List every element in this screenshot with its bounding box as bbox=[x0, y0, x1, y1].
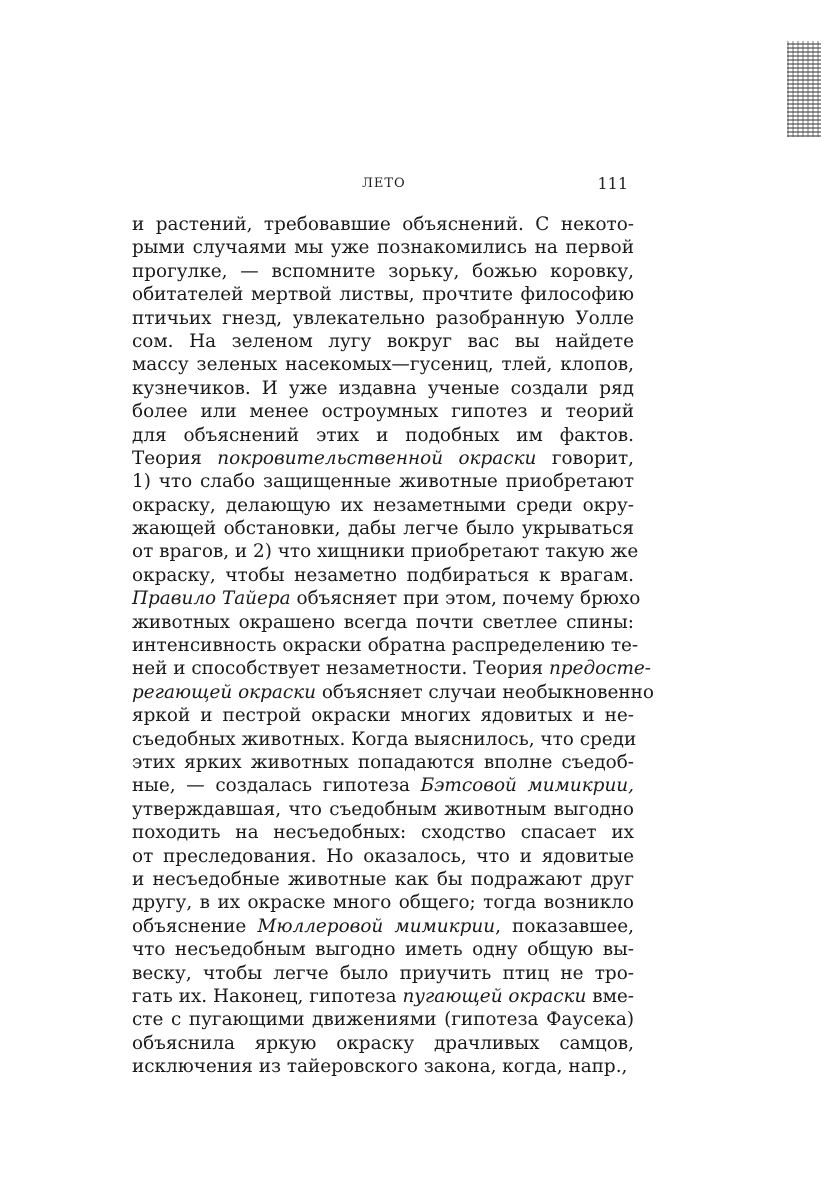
text-segment: от преследования. Но оказалось, что и ядовитые bbox=[132, 845, 634, 867]
text-line bbox=[132, 845, 634, 868]
text-segment: походить на несъедобных: сходство спасает их bbox=[132, 822, 634, 844]
text-segment: прогулке, — вспомните зорьку, божью коровку, bbox=[132, 260, 634, 282]
text-segment: более или менее остроумных гипотез и теорий bbox=[132, 401, 634, 423]
page-number: 111 bbox=[597, 174, 628, 193]
text-segment: окраску, делающую их незаметными среди окру- bbox=[132, 494, 634, 516]
text-segment: рыми случаями мы уже познакомились на первой bbox=[132, 237, 634, 259]
text-line bbox=[132, 774, 634, 797]
text-line bbox=[132, 868, 634, 891]
running-title: ЛЕТО bbox=[362, 176, 406, 191]
text-segment: объяснила яркую окраску драчливых самцов, bbox=[132, 1032, 634, 1054]
text-line bbox=[132, 564, 634, 587]
text-line bbox=[132, 400, 634, 423]
text-line bbox=[132, 260, 634, 283]
text-line bbox=[132, 424, 634, 447]
text-segment: объясняет случаи необыкновенно bbox=[316, 681, 654, 703]
italic-term: Мюллеровой мимикрии bbox=[257, 915, 496, 937]
text-line bbox=[132, 985, 634, 1008]
text-line bbox=[132, 587, 641, 610]
text-segment: веску, чтобы легче было приучить птиц не тро- bbox=[132, 962, 634, 984]
text-line bbox=[132, 681, 654, 704]
text-line bbox=[132, 236, 634, 259]
text-segment: ней и способствует незаметности. Теория bbox=[132, 658, 549, 680]
text-line bbox=[132, 470, 634, 493]
text-line bbox=[132, 821, 634, 844]
text-line bbox=[132, 494, 634, 517]
text-line bbox=[132, 213, 634, 236]
body-text bbox=[132, 213, 654, 1078]
text-line bbox=[132, 915, 634, 938]
text-segment: окраску, чтобы незаметно подбираться к врагам. bbox=[132, 564, 634, 586]
text-segment: вме- bbox=[586, 985, 634, 1007]
text-segment: этих ярких животных попадаются вполне съедоб- bbox=[132, 751, 634, 773]
text-line bbox=[132, 751, 634, 774]
text-segment: гать их. Наконец, гипотеза bbox=[132, 985, 403, 1007]
text-line bbox=[132, 377, 634, 400]
text-line bbox=[132, 517, 634, 540]
text-line bbox=[132, 938, 634, 961]
text-line bbox=[132, 891, 634, 914]
text-segment: жающей обстановки, дабы легче было укрываться bbox=[132, 518, 634, 540]
text-line bbox=[132, 634, 639, 657]
text-line bbox=[132, 657, 652, 680]
italic-term: покровительственной окраски bbox=[217, 447, 537, 469]
text-segment: и растений, требовавшие объяснений. С некото- bbox=[132, 214, 634, 235]
italic-term: Правило Тайера bbox=[132, 588, 291, 610]
text-line bbox=[132, 1008, 634, 1031]
text-line bbox=[132, 353, 634, 376]
text-line bbox=[132, 283, 634, 306]
text-line bbox=[132, 1032, 634, 1055]
library-stamp bbox=[787, 41, 821, 137]
text-segment: другу, в их окраске много общего; тогда возникло bbox=[132, 892, 634, 914]
text-segment: яркой и пестрой окраски многих ядовитых и не- bbox=[132, 705, 634, 727]
text-segment: Теория bbox=[132, 447, 218, 469]
text-line bbox=[132, 447, 634, 470]
text-line bbox=[132, 1055, 634, 1078]
text-segment: говорит, bbox=[536, 447, 634, 469]
text-segment: массу зеленых насекомых—гусениц, тлей, клопов, bbox=[132, 354, 634, 376]
text-segment: от врагов, и 2) что хищники приобретают такую же bbox=[132, 541, 639, 563]
text-segment: утверждавшая, что съедобным животным выгодно bbox=[132, 798, 634, 820]
text-segment: ные, — создалась гипотеза bbox=[132, 775, 421, 797]
text-segment: и несъедобные животные как бы подражают друг bbox=[132, 868, 634, 890]
text-segment: объясняет при этом, почему брюхо bbox=[290, 588, 641, 610]
italic-term: предосте- bbox=[548, 658, 652, 680]
text-segment: животных окрашено всегда почти светлее спины: bbox=[132, 611, 634, 633]
text-segment: для объяснений этих и подобных им фактов. bbox=[132, 424, 634, 446]
text-line bbox=[132, 540, 639, 563]
text-segment: , показавшее, bbox=[495, 915, 634, 937]
text-segment: 1) что слабо защищенные животные приобретают bbox=[132, 471, 634, 493]
text-segment: кузнечиков. И уже издавна ученые создали ряд bbox=[132, 377, 634, 399]
italic-term: пугающей окраски bbox=[402, 985, 587, 1007]
text-line bbox=[132, 704, 634, 727]
text-segment: исключения из тайеровского закона, когда, напр., bbox=[132, 1056, 628, 1078]
text-line bbox=[132, 330, 634, 353]
text-line bbox=[132, 798, 634, 821]
text-line bbox=[132, 728, 637, 751]
text-line bbox=[132, 611, 634, 634]
text-segment: съедобных животных. Когда выяснилось, что среди bbox=[132, 728, 637, 750]
text-line bbox=[132, 307, 634, 330]
text-segment: что несъедобным выгодно иметь одну общую вы- bbox=[132, 939, 634, 961]
page-header bbox=[130, 176, 630, 198]
text-segment: обитателей мертвой листвы, прочтите философию bbox=[132, 284, 634, 306]
text-line bbox=[132, 962, 634, 985]
italic-term: регающей окраски bbox=[132, 681, 317, 703]
text-segment: объяснение bbox=[132, 915, 258, 937]
text-segment: птичьих гнезд, увлекательно разобранную Уолле bbox=[132, 307, 634, 329]
text-segment: сте с пугающими движениями (гипотеза Фаусека) bbox=[132, 1009, 634, 1031]
text-segment: интенсивность окраски обратна распределению те- bbox=[132, 635, 639, 657]
text-segment: сом. На зеленом лугу вокруг вас вы найдете bbox=[132, 330, 634, 352]
italic-term: Бэтсовой мимикрии, bbox=[420, 775, 634, 797]
